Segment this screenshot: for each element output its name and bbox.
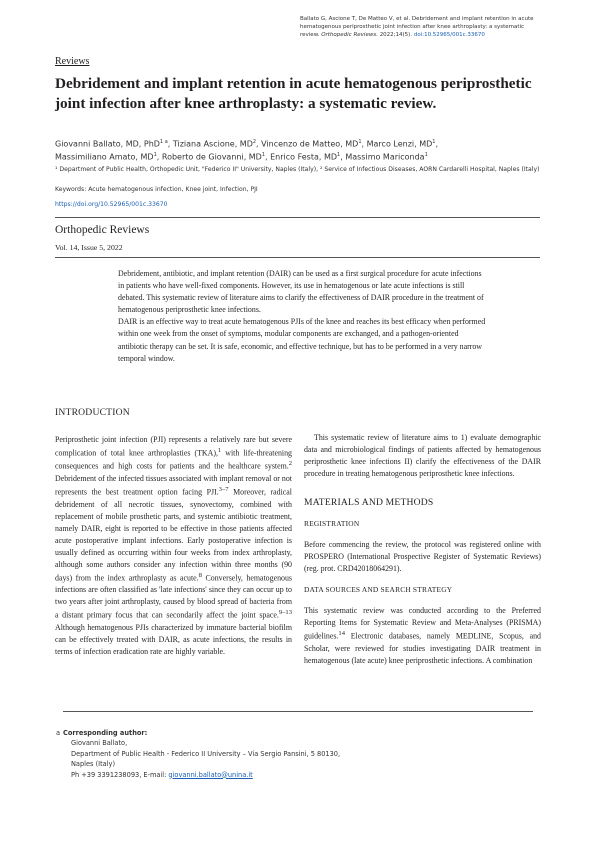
intro-heading: INTRODUCTION [55,407,130,418]
author-sup: 1 [337,152,341,159]
author-sup: 1 a [159,139,168,145]
footnote-mark: a [56,729,61,737]
author: Enrico Festa, MD [270,153,338,163]
corresponding-name: Giovanni Ballato, [71,739,128,748]
author: Giovanni Ballato, MD, PhD [55,139,160,149]
divider [55,257,540,258]
author-list: Giovanni Ballato, MD, PhD$^{1 a}$, Tiziana Ascione, $MD^2$, Vincenzo de Matteo, $MD^1$, Marco Lenzi, $MD^1$, Massimiliano Amato, $MD^1$, Roberto de Giovanni, $MD^1$, Enrico Festa, $MD^1$, Massimo Mariconda$^1$ [55,139,438,163]
intro-paragraph-1: Periprosthetic joint infection (PJI) represents a relatively rare but severe complication of total knee arthroplasties (TKA),$^1$ with life-threatening consequences and high costs for patients and the healthcare system.$^2$ Debridement of the infected tissues associated with implant removal or not represents the best treatment option facing PJI.$^{3-7}$ Moreover, radical debridement of all necrotic tissues, synovectomy, combined with replacement of mobile prosthetic parts, and systemic antibiotic treatment, namely DAIR, eight is reported to be effective in those patients affected acute postoperative implant infections. Early postoperative infection is usually defined as occurring within four weeks from index arthroplasty, although some authors consider any infection within three months (90 days) from the index arthroplasty as acute.$^8$ Conversely, hematogenous infections are often classified as 'late infections' since they can occur up to two years after joint arthroplasty, caused by blood spread of bacteria from a distant primary focus that can secondarily affect the joint space.$^{9-13}$ Although hematogenous PJIs characterized by immature bacterial biofilm can be effectively treated with DAIR, as acute infections, the results in terms of infection eradication rate are highly variable. [55,434,292,656]
abstract-paragraph: Debridement, antibiotic, and implant retention (DAIR) can be used as a first surgical procedure for acute infections in patients who have well-fixed components. However, its use in hematogenous or late acute infections is still debated. This systematic review of literature aims to clarify the effectiveness of DAIR procedure in the treatment of hematogenous periprosthetic knee infections. [118,269,484,315]
author-sup: 2 [252,139,257,145]
author: Marco Lenzi, MD [366,139,433,149]
divider [55,217,540,218]
sources-heading: DATA SOURCES AND SEARCH STRATEGY [304,584,453,594]
author: Massimo Mariconda [345,153,425,163]
keywords: Keywords: Acute hematogenous infection, Knee joint, Infection, PJI [55,186,258,193]
author-sup: 1 [261,152,266,159]
volume-issue: Vol. 14, Issue 5, 2022 [55,243,123,252]
corresponding-author [56,728,341,780]
registration-heading: REGISTRATION [304,518,360,528]
left-column [55,406,292,658]
author: Vincenzo de Matteo, MD [261,139,359,149]
affiliations: ¹ Department of Public Health, Orthopedic Unit, "Federico II" University, Naples (Italy), ² Service of Infectious Diseases, AORN Cardarelli Hospital, Naples (Italy) [55,166,540,173]
column-continuation-spacer [304,406,541,432]
right-column [304,406,541,667]
section-label: Reviews [55,56,90,67]
author: Massimiliano Amato, MD [55,153,154,163]
author-sup: 1 [424,152,428,159]
corresponding-city: Naples (Italy) [71,760,116,769]
corresponding-contact [71,770,340,780]
doi-link[interactable]: https://doi.org/10.52965/001c.33670 [55,201,168,208]
registration-text: Before commencing the review, the protocol was registered online with PROSPERO (International Prospective Register of Systematic Reviews) (reg. prot. CRD42018064291). [304,539,541,573]
intro-paragraph-2: This systematic review of literature aims to 1) evaluate demographic data and microbiological findings of patients affected by hematogenous periprosthetic knee infections II) clarify the effectiveness of the DAIR procedure in treating hematogenous periprosthetic knee infections. [304,433,541,479]
citation-doi-link[interactable]: doi:10.52965/001c.33670 [413,31,485,38]
abstract [118,268,486,365]
article-title: Debridement and implant retention in acute hematogenous periprosthetic joint infection after knee arthroplasty: a systematic review. [55,75,532,113]
author-sup: 1 [153,152,157,159]
corresponding-heading: Corresponding author: [63,729,148,737]
journal-name: Orthopedic Reviews [55,224,150,236]
author: Roberto de Giovanni, MD [161,153,262,163]
citation-journal: Orthopedic Reviews. [321,31,378,38]
corresponding-address: Department of Public Health - Federico II University – Via Sergio Pansini, 5 80130, [71,749,341,758]
author-sup: 1 [358,139,362,145]
email-link[interactable]: giovanni.ballato@unina.it [168,770,253,779]
phone: Ph +39 3391238093, E-mail: [71,770,169,779]
spacer [304,480,541,490]
methods-heading: MATERIALS AND METHODS [304,497,434,509]
sources-text: This systematic review was conducted according to the Preferred Reporting Items for Systematic Review and Meta-Analyses (PRISMA) guidelines.$^{14}$ Electronic databases, namely MEDLINE, Scopus, and Scholar, were reviewed for studies investigating DAIR treatment in hematogenous (late acute) knee periprosthetic infections. A combination [304,606,541,665]
citation-year: 2022;14(5). [379,31,413,38]
abstract-paragraph: DAIR is an effective way to treat acute hematogenous PJIs of the knee and reaches its best efficacy when performed within one week from the onset of symptoms, modular components are exchanged, and a pathogen-oriented antibiotic therapy can be set. It is safe, economic, and effective technique, but has to be performed in a very narrow temporal window. [118,317,486,363]
citation-header [300,16,545,40]
author: Tiziana Ascione, MD [172,139,253,149]
footnote-divider [63,711,533,712]
author-sup: 1 [432,139,436,145]
citation-text: Ballato G, Ascione T, De Matteo V, et al. Debridement and implant retention in acute hematogenous periprosthetic joint infection after knee arthroplasty: a systematic review. [300,16,534,38]
